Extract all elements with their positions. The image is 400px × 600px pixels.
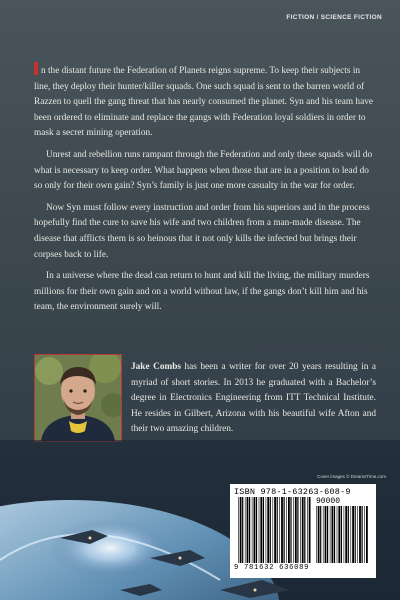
isbn-barcode (230, 484, 376, 578)
drop-cap-bar (34, 62, 38, 75)
main-barcode-bars (238, 497, 312, 563)
genre-label: FICTION / SCIENCE FICTION (286, 14, 382, 21)
blurb-paragraph-3: Now Syn must follow every instruction and order from his superiors and in the process hopefully find the cure to save his wife and two children from a man-made disease. The disease that afflicts them is so heinous that it not only kills the infected but brings their corpses back to life. (34, 202, 370, 260)
author-photo (34, 354, 122, 442)
isbn-number: ISBN 978-1-63263-608-9 (234, 487, 351, 497)
blurb-paragraph-2: Unrest and rebellion runs rampant through the Federation and only these squads will do what is necessary to keep order. What happens when those that are in a position to lead do so only for their own gain? Syn’s family is just one more casualty in the war for order. (34, 149, 373, 192)
author-name: Jake Combs (131, 362, 181, 372)
blurb-paragraph-1: n the distant future the Federation of Planets reigns supreme. To keep their subjects in line, they deploy their hunter/killer squads. One such squad is sent to the barren world of Razzen to quell the gang threat that has nearly consumed the planet. Syn and his team have been ordered to eliminate and replace the gangs with Federation loyal soldiers in order to mask a secret mining operation. (34, 62, 374, 142)
author-bio (131, 360, 376, 438)
blurb-paragraph-4: In a universe where the dead can return to hunt and kill the living, the military murders millions for their own gain and on a world without law, if the gangs don’t kill him and his team, the environment surely will. (34, 271, 370, 313)
author-bio-text: has been a writer for over 20 years resulting in a myriad of short stories. In 2013 he graduated with a Bachelor’s degree in Electronics Engineering from ITT Technical Institute. He resides in Gilbert, Arizona with his beautiful wife Afton and their two amazing children. (131, 362, 376, 435)
price-barcode-bars (316, 506, 368, 563)
price-code: 90000 (316, 497, 341, 506)
cover-credit: Cover images © DreamsTime.com (317, 474, 386, 479)
author-portrait-image (35, 355, 121, 441)
barcode-digits: 9 781632 636089 (234, 564, 310, 572)
blurb (34, 62, 374, 322)
